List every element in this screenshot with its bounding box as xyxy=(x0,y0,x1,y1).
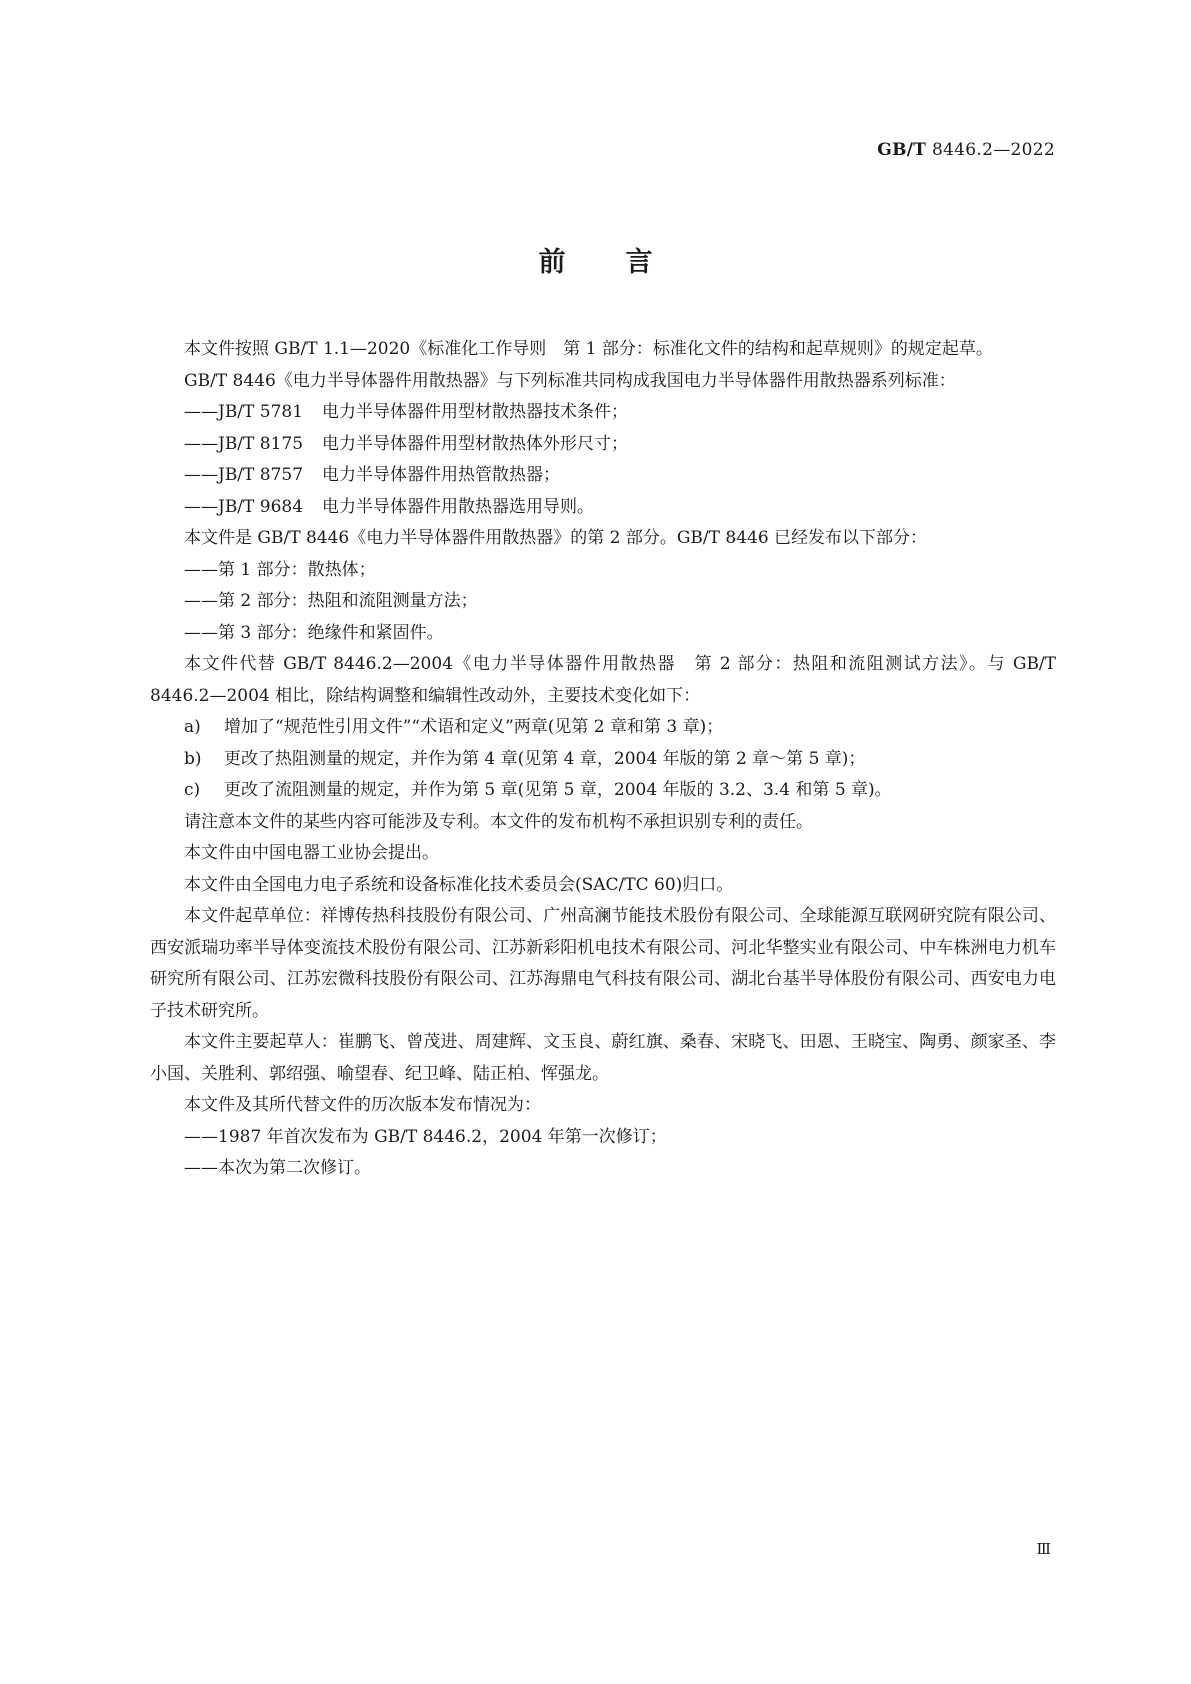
paragraph-patent-notice: 请注意本文件的某些内容可能涉及专利。本文件的发布机构不承担识别专利的责任。 xyxy=(184,811,813,832)
paragraph-parts-intro: 本文件是 GB/T 8446《电力半导体器件用散热器》的第 2 部分。GB/T 8446 已经发布以下部分： xyxy=(184,528,928,548)
paragraph-drafting-units: 本文件起草单位：祥博传热科技股份有限公司、广州高澜节能技术股份有限公司、全球能源互联网研究院有限公司、西安派瑞功率半导体变流技术股份有限公司、江苏新彩阳机电技术有限公司、河北华整实业有限公司、中车株洲电力机车研究所有限公司、江苏宏微科技股份有限公司、江苏海鼎电气科技有限公司、湖北台基半导体股份有限公司、西安电力电子技术研究所。 xyxy=(150,906,1056,1021)
list-item: ——第 2 部分：热阻和流阻测量方法； xyxy=(184,591,478,611)
series-standard-code: ——JB/T 8757 xyxy=(184,465,304,485)
list-item xyxy=(150,744,1056,776)
paragraph-proposer: 本文件由中国电器工业协会提出。 xyxy=(184,843,439,863)
page-title: 前言 xyxy=(538,247,713,278)
series-standard-code: ——JB/T 9684 xyxy=(184,496,304,517)
list-item: ——第 3 部分：绝缘件和紧固件。 xyxy=(184,622,444,643)
document-body xyxy=(150,334,1056,1185)
series-standard-name: 电力半导体器件用热管散热器； xyxy=(322,465,560,485)
list-item xyxy=(150,460,1056,492)
paragraph-drafters: 本文件主要起草人：崔鹏飞、曾茂进、周建辉、文玉良、蔚红旗、桑春、宋晓飞、田恩、王晓宝、陶勇、颜家圣、李小国、关胜利、郭绍强、喻望春、纪卫峰、陆正柏、恽强龙。 xyxy=(150,1032,1056,1084)
series-standard-name: 电力半导体器件用型材散热体外形尺寸； xyxy=(322,433,628,454)
change-mark: c) xyxy=(184,780,201,800)
change-mark: a) xyxy=(184,717,201,737)
change-text: 更改了热阻测量的规定，并作为第 4 章(见第 4 章，2004 年版的第 2 章～第 5 章)； xyxy=(224,748,866,769)
paragraph-drafting-basis: 本文件按照 GB/T 1.1—2020《标准化工作导则 第 1 部分：标准化文件的结构和起草规则》的规定起草。 xyxy=(184,339,993,359)
standard-prefix: GB/T xyxy=(877,140,927,160)
standard-code-header xyxy=(877,140,1055,160)
list-item xyxy=(150,492,1056,524)
change-text: 更改了流阻测量的规定，并作为第 5 章(见第 5 章，2004 年版的 3.2、3.4 和第 5 章)。 xyxy=(224,780,892,800)
change-mark: b) xyxy=(184,748,202,769)
change-text: 增加了“规范性引用文件”“术语和定义”两章(见第 2 章和第 3 章)； xyxy=(224,717,724,737)
list-item: ——本次为第二次修订。 xyxy=(184,1158,371,1178)
paragraph-series-intro: GB/T 8446《电力半导体器件用散热器》与下列标准共同构成我国电力半导体器件用散热器系列标准： xyxy=(184,370,956,391)
list-item: ——第 1 部分：散热体； xyxy=(184,559,376,580)
list-item xyxy=(150,397,1056,429)
list-item xyxy=(150,712,1056,744)
standard-number: 8446.2—2022 xyxy=(931,140,1055,160)
list-item xyxy=(150,429,1056,461)
series-standard-code: ——JB/T 8175 xyxy=(184,433,304,454)
list-item xyxy=(150,775,1056,807)
list-item: ——1987 年首次发布为 GB/T 8446.2，2004 年第一次修订； xyxy=(184,1126,667,1147)
paragraph-replacement: 本文件代替 GB/T 8446.2—2004《电力半导体器件用散热器 第 2 部分：热阻和流阻测试方法》。与 GB/T 8446.2—2004 相比，除结构调整和编辑性改动外，主要技术变化如下： xyxy=(150,654,1056,706)
page-number: Ⅲ xyxy=(1036,1540,1051,1558)
series-standard-name: 电力半导体器件用散热器选用导则。 xyxy=(322,496,594,517)
paragraph-administrator: 本文件由全国电力电子系统和设备标准化技术委员会(SAC/TC 60)归口。 xyxy=(184,874,734,895)
paragraph-history-intro: 本文件及其所代替文件的历次版本发布情况为： xyxy=(184,1095,541,1115)
series-standard-code: ——JB/T 5781 xyxy=(184,402,304,422)
series-standard-name: 电力半导体器件用型材散热器技术条件； xyxy=(322,402,628,422)
